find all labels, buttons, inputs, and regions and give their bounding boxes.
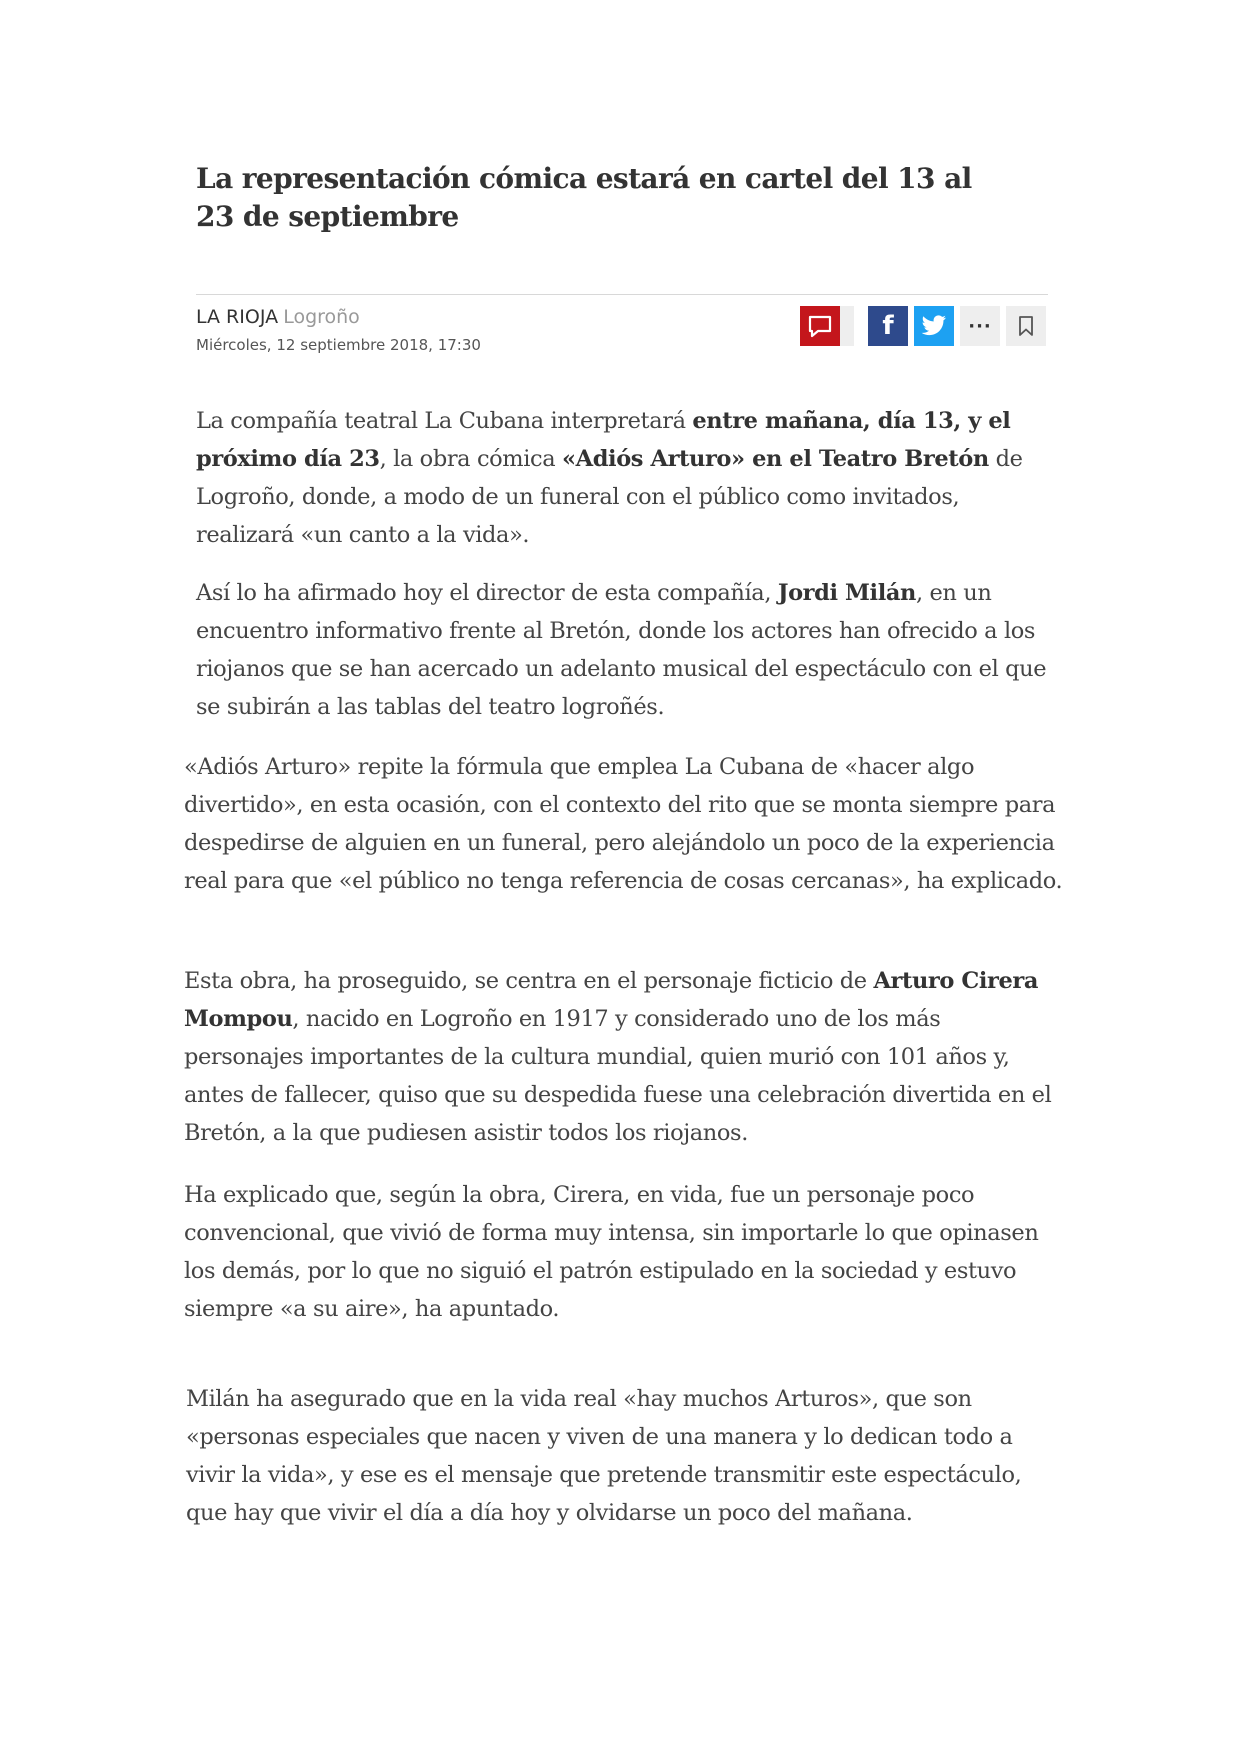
p2-text-c: , en un encuentro informativo frente al Bretón, donde los actores han ofrecido a los riojanos que se han acercado un adelanto musical del espectáculo con el que se subirán a las tablas del teatro logroñés.: [196, 580, 1047, 720]
twitter-share-button[interactable]: [914, 306, 954, 346]
p2-text-a: Así lo ha afirmado hoy el director de esta compañía,: [196, 580, 778, 606]
p1-text-a: La compañía teatral La Cubana interpretará: [196, 408, 693, 434]
comment-icon: [807, 314, 833, 338]
more-share-button[interactable]: [960, 306, 1000, 346]
article-headline: La representación cómica estará en cartel del 13 al 23 de septiembre: [196, 162, 972, 233]
twitter-icon: [921, 315, 947, 337]
p4-text-a: Esta obra, ha proseguido, se centra en el personaje ficticio de: [184, 968, 874, 994]
p2-bold-director: Jordi Milán: [777, 580, 916, 606]
bookmark-button[interactable]: [1006, 306, 1046, 346]
paragraph-5: Ha explicado que, según la obra, Cirera, en vida, fue un personaje poco convencional, que vivió de forma muy intensa, sin importarle lo que opinasen los demás, por lo que no siguió el patrón estipulado en la sociedad y estuvo siempre «a su aire», ha apuntado.: [184, 1182, 1039, 1322]
p1-bold-dates: entre mañana, día 13, y el próximo día 23: [196, 408, 1011, 472]
header-divider: [196, 294, 1048, 295]
p1-text-c: , la obra cómica: [379, 446, 562, 472]
bookmark-icon: [1018, 315, 1034, 337]
source-name[interactable]: LA RIOJA: [196, 306, 279, 328]
p4-bold-character: Arturo Cirera Mompou: [184, 968, 1039, 1032]
share-toolbar: [0, 306, 1241, 346]
paragraph-2: [196, 574, 1056, 726]
facebook-icon: f: [882, 311, 894, 341]
publish-date: Miércoles, 12 septiembre 2018, 17:30: [196, 336, 481, 354]
location-label[interactable]: Logroño: [283, 306, 360, 328]
p4-text-c: , nacido en Logroño en 1917 y considerado uno de los más personajes importantes de la cultura mundial, quien murió con 101 años y, antes de fallecer, quiso que su despedida fuese una celebración divertida en el Bretón, a la que pudiesen asistir todos los riojanos.: [184, 1006, 1052, 1146]
paragraph-6: Milán ha asegurado que en la vida real «hay muchos Arturos», que son «personas especiales que nacen y viven de una manera y lo dedican todo a vivir la vida», y ese es el mensaje que pretende transmitir este espectáculo, que hay que vivir el día a día hoy y olvidarse un poco del mañana.: [186, 1386, 1022, 1526]
p1-bold-play: «Adiós Arturo» en el Teatro Bretón: [562, 446, 989, 472]
paragraph-4: [184, 962, 1064, 1152]
comment-count-strip: [840, 306, 854, 346]
facebook-share-button[interactable]: [868, 306, 908, 346]
paragraph-3: «Adiós Arturo» repite la fórmula que emplea La Cubana de «hacer algo divertido», en esta ocasión, con el contexto del rito que se monta siempre para despedirse de alguien en un funeral, pero alejándolo un poco de la experiencia real para que «el público no tenga referencia de cosas cercanas», ha explicado.: [184, 754, 1063, 894]
comments-button[interactable]: [800, 306, 840, 346]
paragraph-1: [196, 402, 1056, 554]
more-icon: ···: [968, 315, 992, 337]
p1-text-e: de Logroño, donde, a modo de un funeral con el público como invitados, realizará «un canto a la vida».: [196, 446, 1023, 548]
